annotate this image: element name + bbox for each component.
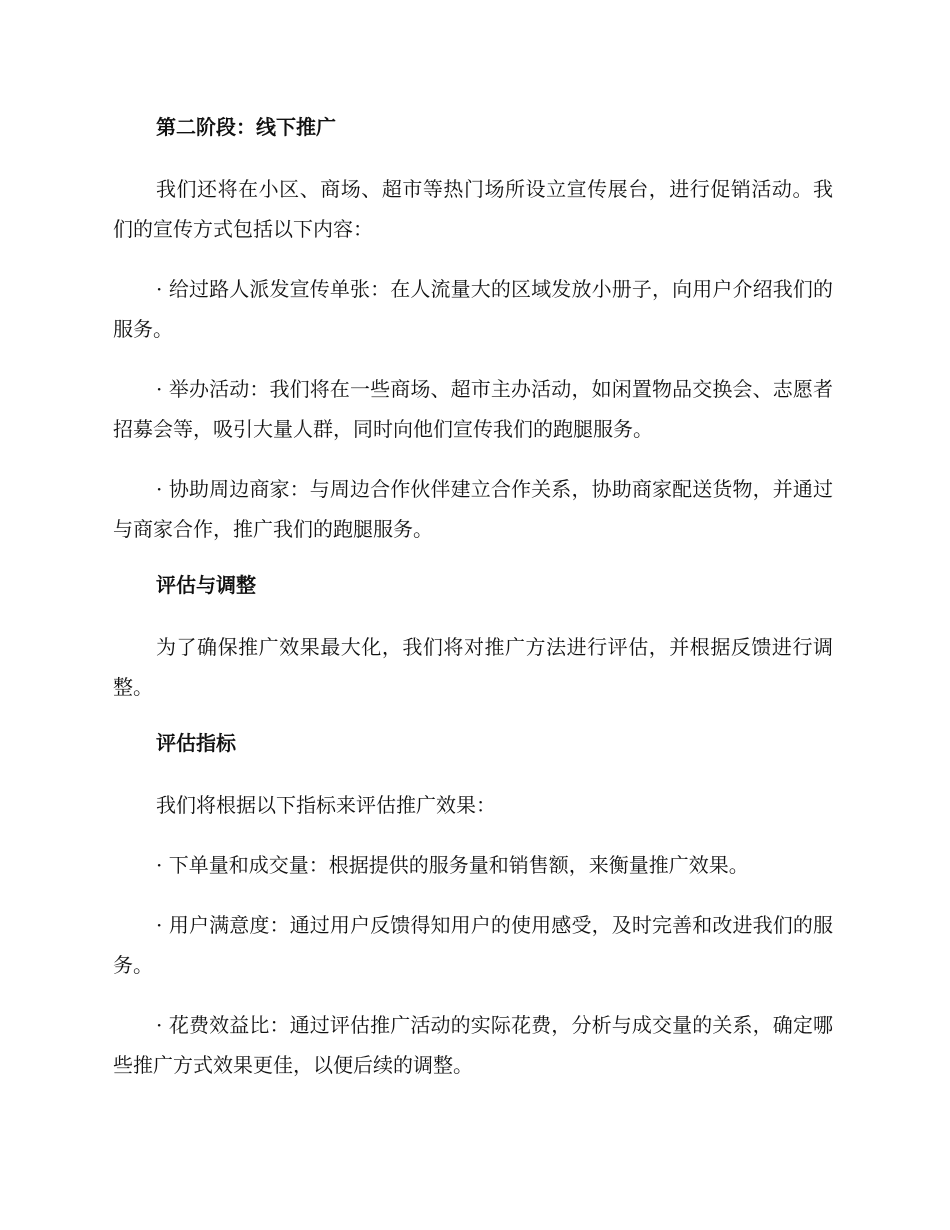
section-heading-offline-promotion: 第二阶段：线下推广 (156, 115, 336, 139)
bullet-events: · 举办活动：我们将在一些商场、超市主办活动，如闲置物品交换会、志愿者招募会等，吸引大量人群，同时向他们宣传我们的跑腿服务。 (113, 377, 833, 441)
section-heading-evaluation: 评估与调整 (156, 573, 256, 597)
document-page (113, 111, 833, 1105)
bullet-order-volume: · 下单量和成交量：根据提供的服务量和销售额，来衡量推广效果。 (156, 853, 749, 877)
bullet-flyers: · 给过路人派发宣传单张：在人流量大的区域发放小册子，向用户介绍我们的服务。 (113, 277, 833, 341)
bullet-cost-efficiency: · 花费效益比：通过评估推广活动的实际花费，分析与成交量的关系，确定哪些推广方式效果更佳，以便后续的调整。 (113, 1013, 833, 1077)
section-heading-metrics: 评估指标 (156, 731, 236, 755)
paragraph-evaluation-intro: 为了确保推广效果最大化，我们将对推广方法进行评估，并根据反馈进行调整。 (113, 635, 833, 699)
paragraph-offline-intro: 我们还将在小区、商场、超市等热门场所设立宣传展台，进行促销活动。我们的宣传方式包括以下内容： (113, 177, 833, 241)
bullet-satisfaction: · 用户满意度：通过用户反馈得知用户的使用感受，及时完善和改进我们的服务。 (113, 913, 833, 977)
paragraph-metrics-intro: 我们将根据以下指标来评估推广效果： (156, 793, 496, 817)
bullet-merchants: · 协助周边商家：与周边合作伙伴建立合作关系，协助商家配送货物，并通过与商家合作，推广我们的跑腿服务。 (113, 477, 833, 541)
